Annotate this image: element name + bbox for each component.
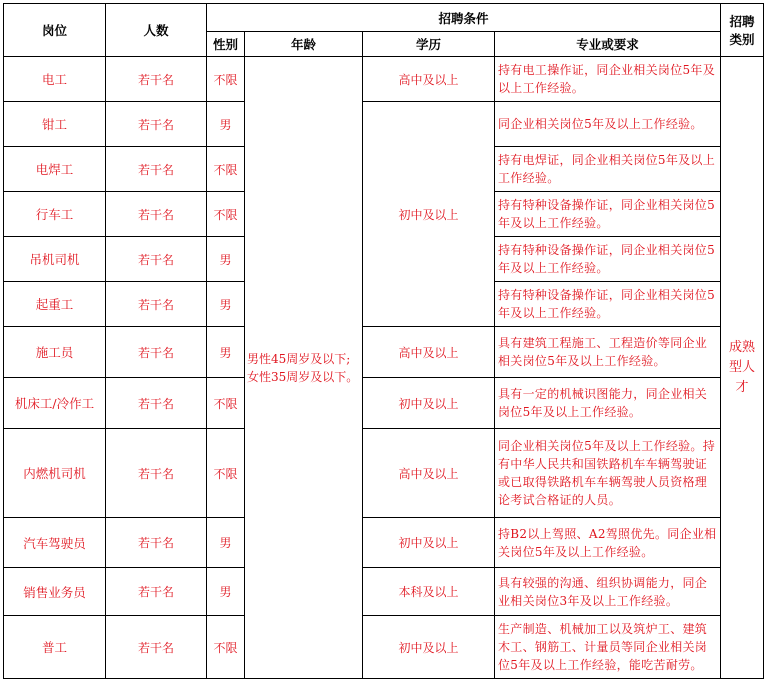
- education-cell: 本科及以上: [363, 568, 495, 616]
- requirement-cell: 具有较强的沟通、组织协调能力，同企业相关岗位3年及以上工作经验。: [495, 568, 721, 616]
- header-gender: 性别: [207, 32, 245, 57]
- position-cell: 机床工/冷作工: [4, 378, 106, 429]
- header-education: 学历: [363, 32, 495, 57]
- category-value: 成熟型人才: [729, 339, 756, 395]
- position-cell: 施工员: [4, 327, 106, 378]
- table-row: [4, 568, 764, 616]
- position-cell: 销售业务员: [4, 568, 106, 616]
- position-cell: 吊机司机: [4, 237, 106, 282]
- requirement-cell: 持有特种设备操作证，同企业相关岗位5年及以上工作经验。: [495, 282, 721, 327]
- count-cell: 若干名: [106, 518, 207, 568]
- education-cell: 初中及以上: [363, 102, 495, 327]
- gender-cell: 不限: [207, 429, 245, 518]
- count-cell: 若干名: [106, 57, 207, 102]
- education-cell: 高中及以上: [363, 429, 495, 518]
- requirement-cell: 同企业相关岗位5年及以上工作经验。持有中华人民共和国铁路机车车辆驾驶证或已取得铁路机车车辆驾驶人员资格理论考试合格证的人员。: [495, 429, 721, 518]
- requirement-cell: 同企业相关岗位5年及以上工作经验。: [495, 102, 721, 147]
- gender-cell: 男: [207, 327, 245, 378]
- position-cell: 汽车驾驶员: [4, 518, 106, 568]
- header-count: 人数: [106, 4, 207, 57]
- gender-cell: 男: [207, 102, 245, 147]
- requirement-cell: 具有建筑工程施工、工程造价等同企业相关岗位5年及以上工作经验。: [495, 327, 721, 378]
- category-cell: [721, 57, 764, 679]
- count-cell: 若干名: [106, 282, 207, 327]
- position-cell: 电焊工: [4, 147, 106, 192]
- requirement-cell: 具有一定的机械识图能力，同企业相关岗位5年及以上工作经验。: [495, 378, 721, 429]
- table-row: [4, 102, 764, 147]
- education-cell: 初中及以上: [363, 518, 495, 568]
- gender-cell: 不限: [207, 147, 245, 192]
- position-cell: 电工: [4, 57, 106, 102]
- position-cell: 普工: [4, 616, 106, 679]
- position-cell: 行车工: [4, 192, 106, 237]
- count-cell: 若干名: [106, 237, 207, 282]
- header-conditions: 招聘条件: [207, 4, 721, 32]
- count-cell: 若干名: [106, 327, 207, 378]
- count-cell: 若干名: [106, 616, 207, 679]
- count-cell: 若干名: [106, 568, 207, 616]
- education-cell: 初中及以上: [363, 616, 495, 679]
- table-row: [4, 518, 764, 568]
- table-row: [4, 378, 764, 429]
- requirement-cell: 生产制造、机械加工以及筑炉工、建筑木工、钢筋工、计量员等同企业相关岗位5年及以上工作经验，能吃苦耐劳。: [495, 616, 721, 679]
- age-requirement-cell: 男性45周岁及以下;女性35周岁及以下。: [245, 57, 363, 679]
- header-category: 招聘类别: [721, 4, 764, 57]
- requirement-cell: 持有电工操作证，同企业相关岗位5年及以上工作经验。: [495, 57, 721, 102]
- requirement-cell: 持B2以上驾照、A2驾照优先。同企业相关岗位5年及以上工作经验。: [495, 518, 721, 568]
- count-cell: 若干名: [106, 378, 207, 429]
- requirement-cell: 持有电焊证，同企业相关岗位5年及以上工作经验。: [495, 147, 721, 192]
- count-cell: 若干名: [106, 192, 207, 237]
- education-cell: 高中及以上: [363, 327, 495, 378]
- gender-cell: 男: [207, 568, 245, 616]
- gender-cell: 男: [207, 237, 245, 282]
- gender-cell: 男: [207, 518, 245, 568]
- position-cell: 起重工: [4, 282, 106, 327]
- count-cell: 若干名: [106, 147, 207, 192]
- gender-cell: 不限: [207, 57, 245, 102]
- header-age: 年龄: [245, 32, 363, 57]
- gender-cell: 不限: [207, 378, 245, 429]
- position-cell: 内燃机司机: [4, 429, 106, 518]
- requirement-cell: 持有特种设备操作证，同企业相关岗位5年及以上工作经验。: [495, 237, 721, 282]
- gender-cell: 不限: [207, 616, 245, 679]
- requirement-cell: 持有特种设备操作证，同企业相关岗位5年及以上工作经验。: [495, 192, 721, 237]
- gender-cell: 男: [207, 282, 245, 327]
- recruitment-table: [3, 3, 764, 679]
- header-position: 岗位: [4, 4, 106, 57]
- count-cell: 若干名: [106, 102, 207, 147]
- table-row: [4, 429, 764, 518]
- count-cell: 若干名: [106, 429, 207, 518]
- table-row: [4, 616, 764, 679]
- table-row: [4, 57, 764, 102]
- gender-cell: 不限: [207, 192, 245, 237]
- table-row: [4, 327, 764, 378]
- education-cell: 高中及以上: [363, 57, 495, 102]
- education-cell: 初中及以上: [363, 378, 495, 429]
- header-requirements: 专业或要求: [495, 32, 721, 57]
- position-cell: 钳工: [4, 102, 106, 147]
